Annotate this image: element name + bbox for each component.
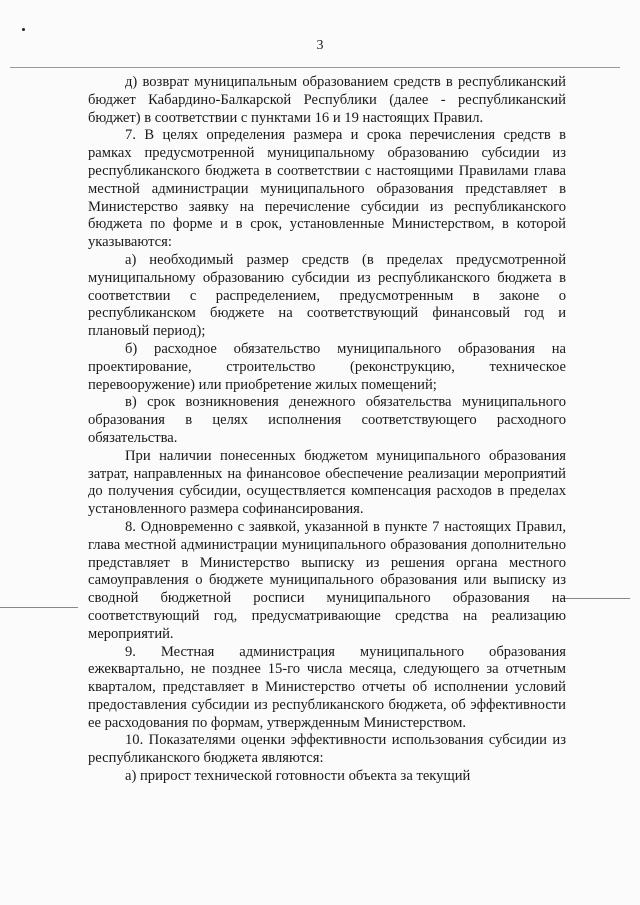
paragraph-7: 7. В целях определения размера и срока перечисления средств в рамках предусмотренной муниципальному образованию субсидии из республиканского бюджета в соответствии с настоящими Правилами глава местной администрации муниципального образования представляет в Министерство заявку на перечисление субсидии из республиканского бюджета по форме и в срок, установленные Министерством, в которой указываются: xyxy=(88,127,566,251)
scan-artifact-dot xyxy=(22,28,25,31)
scan-edge-line-right xyxy=(560,598,630,599)
paragraph-item-b: б) расходное обязательство муниципального образования на проектирование, строительство (реконструкцию, техническое перевооружение) или приобретение жилых помещений; xyxy=(88,340,566,393)
document-body xyxy=(88,74,566,786)
paragraph-compensation: При наличии понесенных бюджетом муниципального образования затрат, направленных на финансовое обеспечение реализации мероприятий до получения субсидии, осуществляется компенсация расходов в пределах установленного размера софинансирования. xyxy=(88,447,566,518)
scan-edge-line xyxy=(10,67,620,68)
paragraph-9: 9. Местная администрация муниципального образования ежеквартально, не позднее 15-го числа месяца, следующего за отчетным кварталом, представляет в Министерство отчеты об исполнении условий предоставления субсидии из республиканского бюджета, об эффективности ее расходования по формам, утвержденным Министерством. xyxy=(88,643,566,731)
paragraph-10-item-a: а) прирост технической готовности объекта за текущий xyxy=(125,768,471,785)
page-number: 3 xyxy=(316,38,324,53)
paragraph-item-a: а) необходимый размер средств (в пределах предусмотренной муниципальному образованию субсидии из республиканского бюджета в соответствии с распределением, предусмотренным в законе о республиканском бюджете на соответствующий финансовый год и плановый период); xyxy=(88,251,566,340)
paragraph-8: 8. Одновременно с заявкой, указанной в пункте 7 настоящих Правил, глава местной администрации муниципального образования дополнительно представляет в Министерство выписку из решения органа местного самоуправления о бюджете муниципального образования или выписку из сводной бюджетной росписи муниципального образования на соответствующий год, предусматривающие средства на реализацию мероприятий. xyxy=(88,518,566,642)
paragraph-10: 10. Показателями оценки эффективности использования субсидии из республиканского бюджета являются: xyxy=(88,732,566,767)
paragraph-item-d: д) возврат муниципальным образованием средств в республиканский бюджет Кабардино-Балкарской Республики (далее - республиканский бюджет) в соответствии с пунктами 16 и 19 настоящих Правил. xyxy=(88,74,566,126)
paragraph-item-v: в) срок возникновения денежного обязательства муниципального образования в целях исполнения соответствующего расходного обязательства. xyxy=(88,394,566,446)
scan-edge-line-left xyxy=(0,607,78,608)
